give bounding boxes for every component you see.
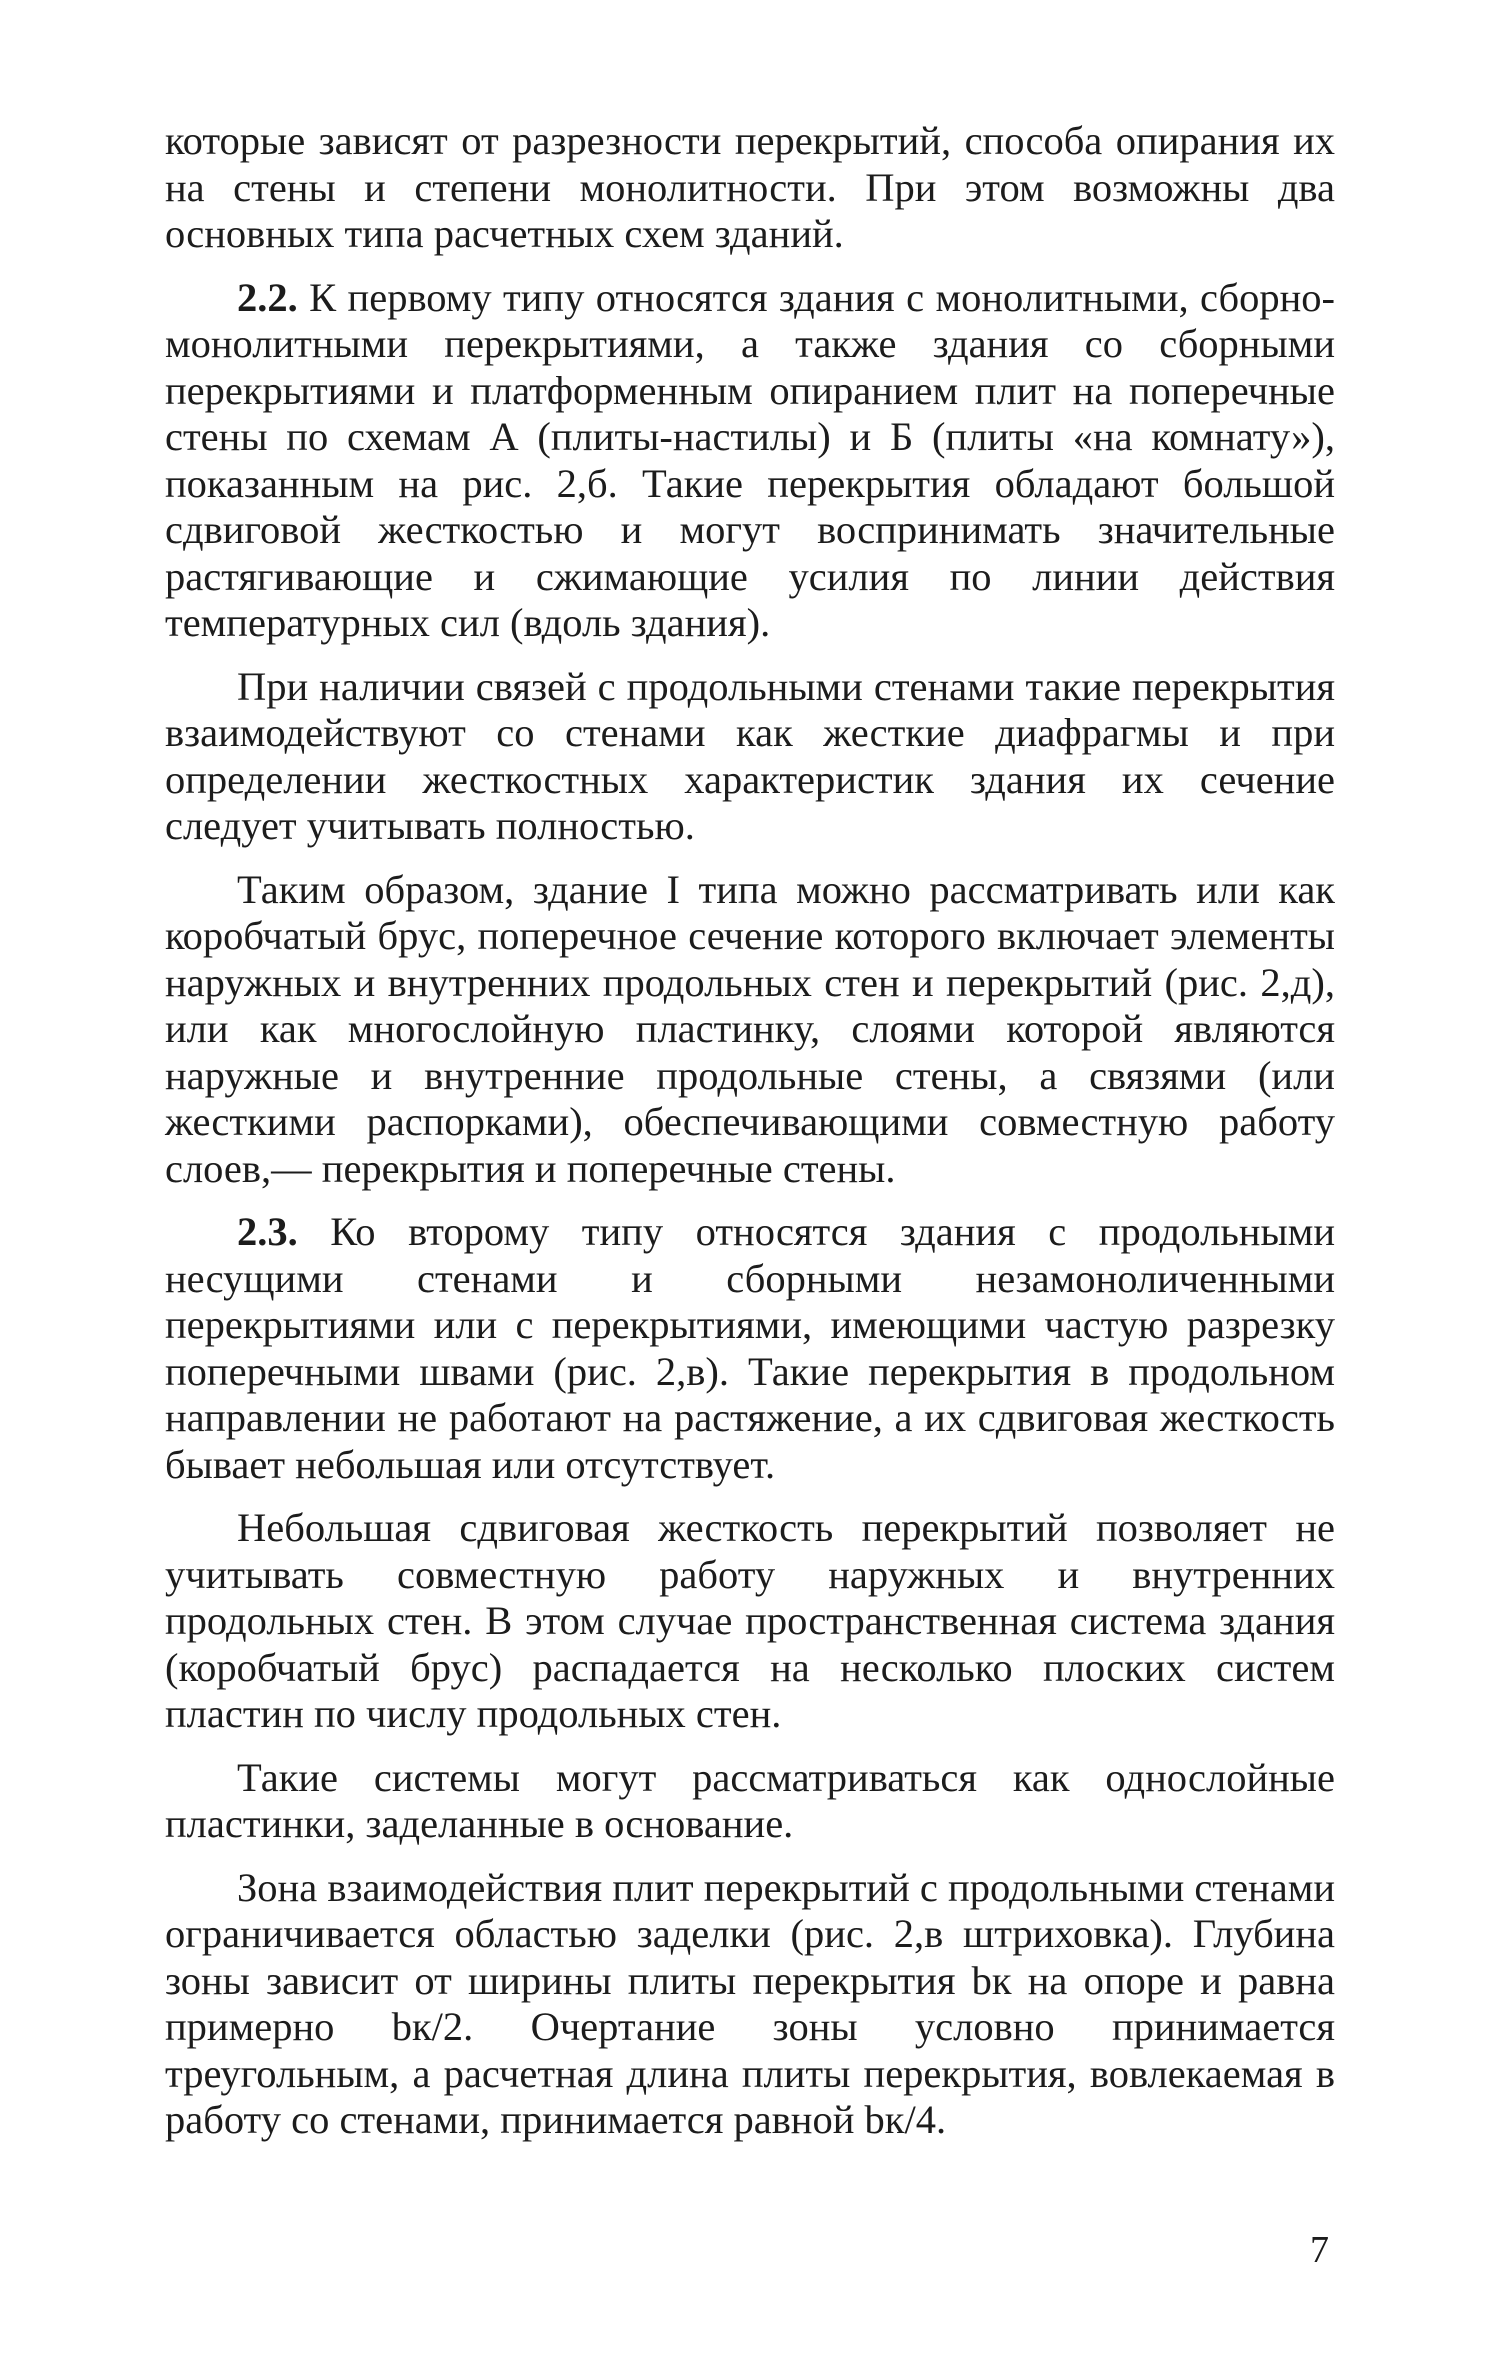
paragraph-5-text: Ко второму типу относятся здания с продольными несущими стенами и сборными незамоноличенными перекрытиями или с перекрытиями, имеющими частую разрезку поперечными швами (рис. 2,в). Такие перекрытия в продольном направлении не работают на растяжение, а их сдвиговая жесткость бывает небольшая или отсутствует. — [165, 1209, 1335, 1487]
paragraph-6-text: Небольшая сдвиговая жесткость перекрытий позволяет не учитывать совместную работу наружных и внутренних продольных стен. В этом случае пространственная система здания (коробчатый брус) распадается на несколько плоских систем пластин по числу продольных стен. — [165, 1505, 1335, 1736]
paragraph-3-text: При наличии связей с продольными стенами такие перекрытия взаимодействуют со стенами как жесткие диафрагмы и при определении жесткостных характеристик здания их сечение следует учитывать полностью. — [165, 663, 1335, 848]
paragraph-3 — [165, 664, 1335, 850]
section-number-2-2: 2.2. — [237, 274, 298, 320]
paragraph-7-text: Такие системы могут рассматриваться как однослойные пластинки, заделанные в основание. — [165, 1754, 1335, 1846]
paragraph-4-text: Таким образом, здание I типа можно рассматривать или как коробчатый брус, поперечное сечение которого включает элементы наружных и внутренних продольных стен и перекрытий (рис. 2,д), или как многослойную пластинку, слоями которой являются наружные и внутренние продольные стены, а связями (или жесткими распорками), обеспечивающими совместную работу слоев,— перекрытия и поперечные стены. — [165, 866, 1335, 1191]
paragraph-2 — [165, 275, 1335, 647]
page-body — [165, 118, 1335, 2161]
paragraph-7 — [165, 1755, 1335, 1848]
paragraph-8-text: Зона взаимодействия плит перекрытий с продольными стенами ограничивается областью заделки (рис. 2,в штриховка). Глубина зоны зависит от ширины плиты перекрытия bк на опоре и равна примерно bк/2. Очертание зоны условно принимается треугольным, а расчетная длина плиты перекрытия, вовлекаемая в работу со стенами, принимается равной bк/4. — [165, 1864, 1335, 2142]
paragraph-1-text: которые зависят от разрезности перекрытий, способа опирания их на стены и степени монолитности. При этом возможны два основных типа расчетных схем зданий. — [165, 118, 1335, 256]
paragraph-2-text: К первому типу относятся здания с монолитными, сборно-монолитными перекрытиями, а также здания со сборными перекрытиями и платформенным опиранием плит на поперечные стены по схемам А (плиты-настилы) и Б (плиты «на комнату»), показанным на рис. 2,б. Такие перекрытия обладают большой сдвиговой жесткостью и могут воспринимать значительные растягивающие и сжимающие усилия по линии действия температурных сил (вдоль здания). — [165, 274, 1335, 645]
paragraph-1 — [165, 118, 1335, 258]
section-number-2-3: 2.3. — [237, 1209, 298, 1254]
paragraph-4 — [165, 867, 1335, 1193]
paragraph-8 — [165, 1865, 1335, 2144]
paragraph-5 — [165, 1209, 1335, 1488]
paragraph-6 — [165, 1505, 1335, 1738]
page-number: 7 — [1310, 2229, 1329, 2271]
